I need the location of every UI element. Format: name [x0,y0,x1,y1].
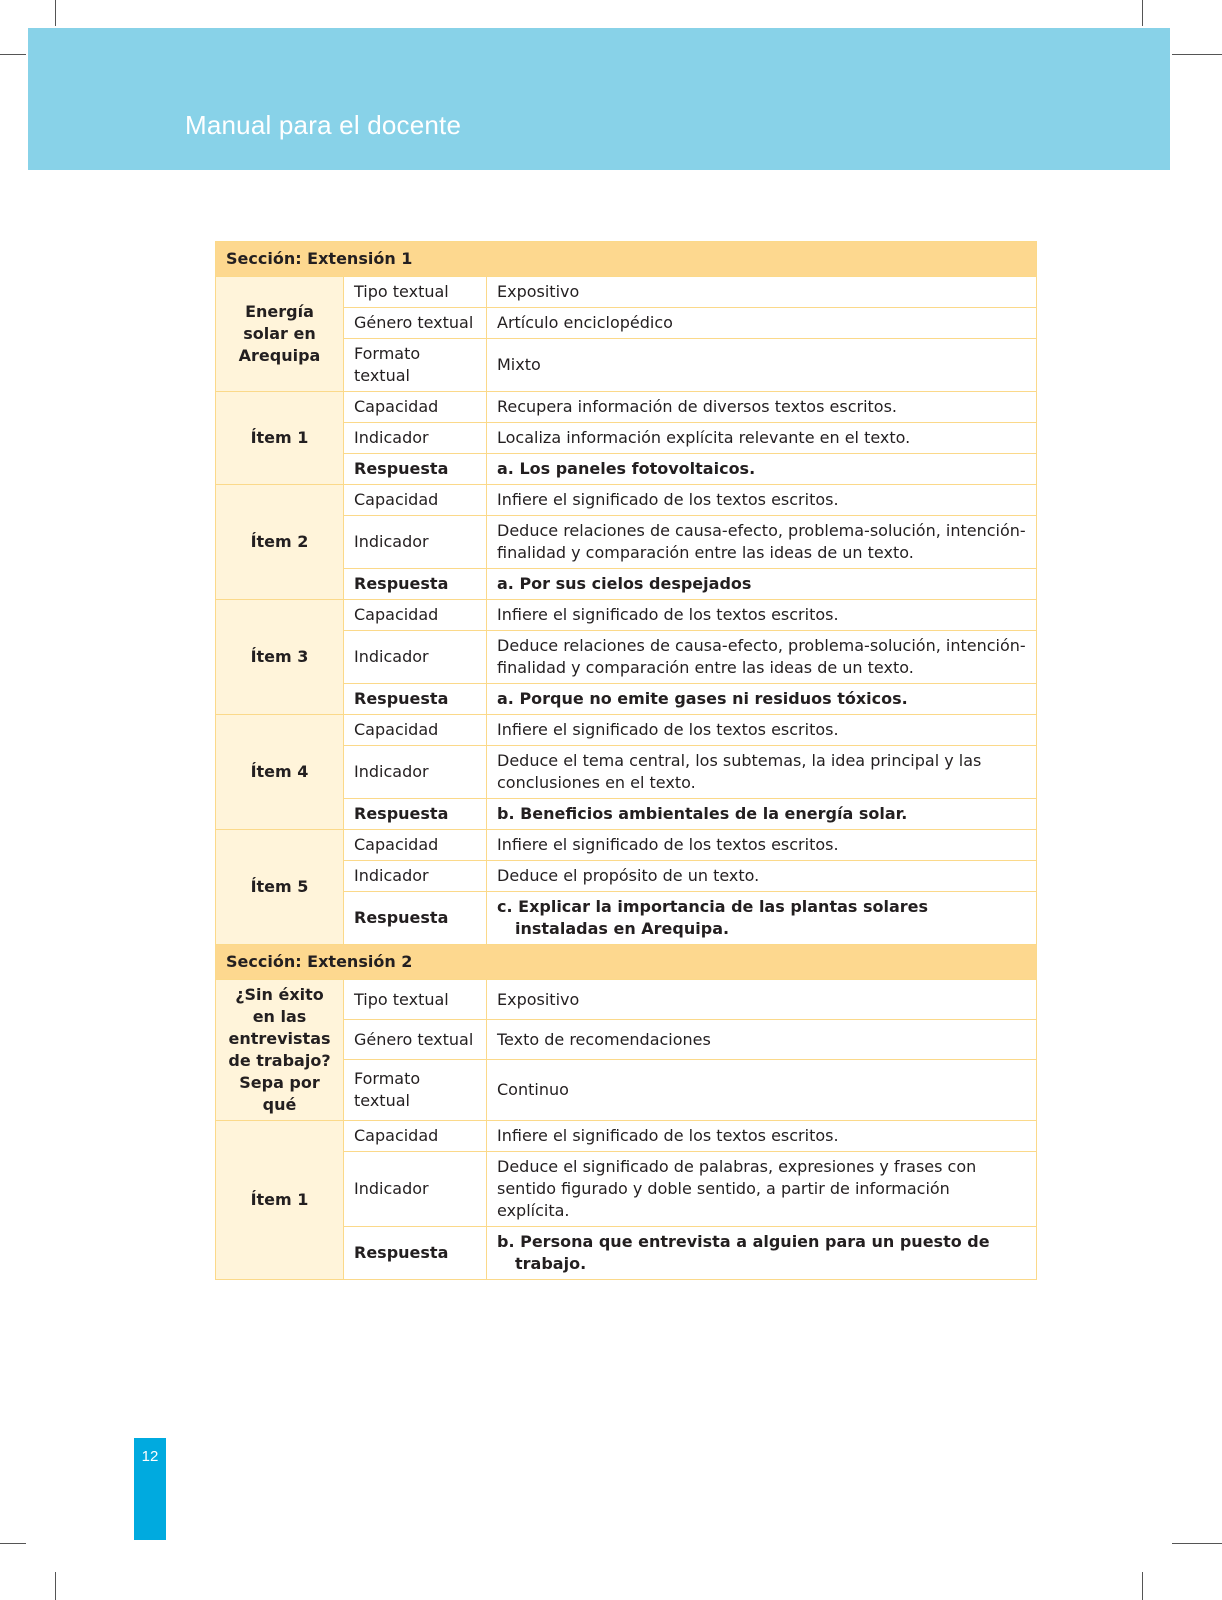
section-title: Sección: Extensión 1 [216,242,1037,277]
text-title: ¿Sin éxito en las entrevistas de trabajo? Sepa por qué [216,980,344,1121]
crop-mark [1142,1572,1143,1600]
criterion-value [487,1152,1037,1227]
info-value: Continuo [487,1060,1037,1121]
criterion-text: Infiere el significado de los textos escritos. [497,490,839,509]
criterion-label: Indicador [344,423,487,454]
criterion-value [487,746,1037,799]
answer-value [487,454,1037,485]
info-label: Formato textual [344,339,487,392]
info-value: Expositivo [487,980,1037,1020]
item-name: Ítem 2 [216,485,344,600]
criterion-value [487,600,1037,631]
answer-label: Respuesta [344,892,487,945]
item-name: Ítem 5 [216,830,344,945]
crop-mark [0,1543,26,1544]
item-name: Ítem 3 [216,600,344,715]
criterion-value [487,423,1037,454]
answer-text: a. Porque no emite gases ni residuos tóxicos. [497,689,908,708]
item-row [216,600,1037,631]
criterion-value [487,516,1037,569]
answer-value [487,684,1037,715]
item-name: Ítem 1 [216,1121,344,1280]
info-label: Formato textual [344,1060,487,1121]
criterion-value [487,631,1037,684]
info-row [216,980,1037,1020]
answer-value [487,799,1037,830]
criterion-label: Indicador [344,861,487,892]
answer-value [487,569,1037,600]
criterion-label: Indicador [344,631,487,684]
criterion-label: Capacidad [344,485,487,516]
section-title: Sección: Extensión 2 [216,945,1037,980]
criterion-label: Capacidad [344,392,487,423]
answer-label: Respuesta [344,1227,487,1280]
answer-text: a. Los paneles fotovoltaicos. [497,459,756,478]
criterion-text: Deduce el tema central, los subtemas, la idea principal y las conclusiones en el texto. [497,751,982,792]
crop-mark [55,1572,56,1600]
answer-label: Respuesta [344,799,487,830]
criterion-text: Infiere el significado de los textos escritos. [497,1126,839,1145]
criterion-label: Capacidad [344,715,487,746]
page-title: Manual para el docente [185,110,462,140]
criterion-text: Localiza información explícita relevante en el texto. [497,428,911,447]
header-band [28,28,1170,170]
answer-text: b. Persona que entrevista a alguien para un puesto de trabajo. [497,1232,990,1273]
criterion-value [487,715,1037,746]
answer-label: Respuesta [344,684,487,715]
section-header-row [216,945,1037,980]
criterion-value [487,392,1037,423]
criterion-text: Deduce relaciones de causa-efecto, problema-solución, intención-finalidad y comparación entre las ideas de un texto. [497,636,1026,677]
criterion-text: Deduce el significado de palabras, expresiones y frases con sentido figurado y doble sentido, a partir de información explícita. [497,1157,977,1220]
criterion-value [487,485,1037,516]
info-label: Género textual [344,308,487,339]
evaluation-table [215,241,1037,1280]
info-label: Tipo textual [344,980,487,1020]
criterion-label: Indicador [344,1152,487,1227]
item-row [216,830,1037,861]
answer-text: a. Por sus cielos despejados [497,574,752,593]
answer-value [487,1227,1037,1280]
answer-label: Respuesta [344,454,487,485]
info-label: Tipo textual [344,277,487,308]
info-label: Género textual [344,1020,487,1060]
crop-mark [1142,0,1143,26]
criterion-value [487,1121,1037,1152]
criterion-text: Infiere el significado de los textos escritos. [497,835,839,854]
answer-label: Respuesta [344,569,487,600]
criterion-value [487,861,1037,892]
criterion-label: Indicador [344,516,487,569]
criterion-label: Capacidad [344,600,487,631]
criterion-text: Deduce relaciones de causa-efecto, problema-solución, intención-finalidad y comparación entre las ideas de un texto. [497,521,1026,562]
item-row [216,715,1037,746]
info-value: Artículo enciclopédico [487,308,1037,339]
criterion-text: Infiere el significado de los textos escritos. [497,605,839,624]
info-value: Mixto [487,339,1037,392]
answer-value [487,892,1037,945]
criterion-value [487,830,1037,861]
item-row [216,392,1037,423]
info-row [216,277,1037,308]
item-name: Ítem 1 [216,392,344,485]
info-value: Expositivo [487,277,1037,308]
page-number: 12 [141,1448,159,1465]
crop-mark [1172,1543,1222,1544]
answer-text: c. Explicar la importancia de las plantas solares instaladas en Arequipa. [497,897,929,938]
text-title: Energía solar en Arequipa [216,277,344,392]
info-value: Texto de recomendaciones [487,1020,1037,1060]
criterion-label: Indicador [344,746,487,799]
criterion-text: Infiere el significado de los textos escritos. [497,720,839,739]
item-row [216,1121,1037,1152]
answer-text: b. Beneficios ambientales de la energía solar. [497,804,908,823]
crop-mark [55,0,56,26]
criterion-text: Recupera información de diversos textos escritos. [497,397,897,416]
item-row [216,485,1037,516]
crop-mark [1172,54,1222,55]
criterion-label: Capacidad [344,830,487,861]
item-name: Ítem 4 [216,715,344,830]
section-header-row [216,242,1037,277]
criterion-text: Deduce el propósito de un texto. [497,866,760,885]
crop-mark [0,54,26,55]
criterion-label: Capacidad [344,1121,487,1152]
